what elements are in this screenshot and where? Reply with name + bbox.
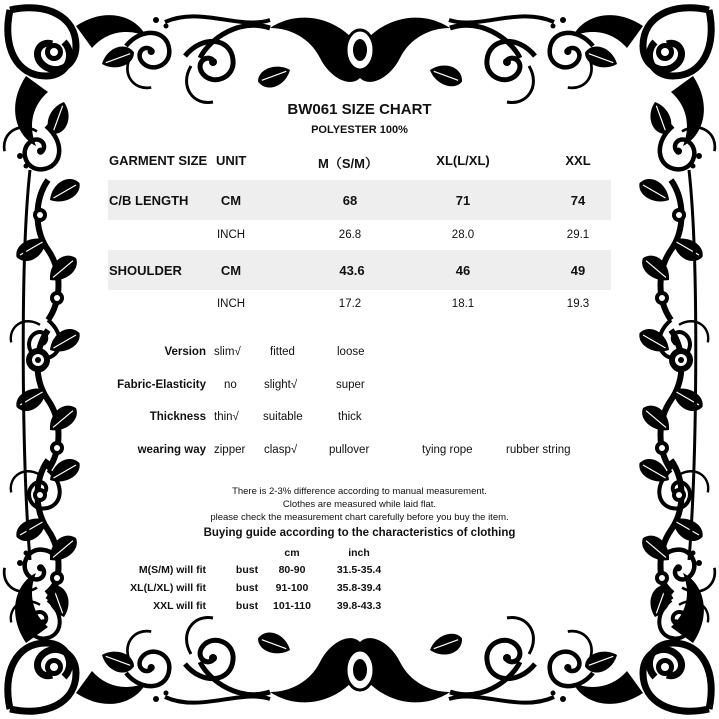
unit-cell: CM [220, 193, 242, 208]
header-garment-size: GARMENT SIZE [109, 153, 208, 168]
page-subtitle: POLYESTER 100% [311, 124, 408, 136]
attr-option: thin√ [214, 411, 239, 423]
guide-size-label: XL(L/XL) will fit [130, 582, 206, 594]
value-cell: 43.6 [339, 263, 365, 278]
guide-inch: 35.8-39.4 [336, 582, 382, 594]
guide-part: bust [235, 582, 259, 594]
buying-guide-title: Buying guide according to the characteristics of clothing [203, 527, 516, 539]
attr-option: slim√ [214, 346, 241, 358]
note-line: There is 2-3% difference according to manual measurement. [232, 486, 487, 497]
unit-cell: CM [220, 263, 242, 278]
attr-option: loose [337, 346, 365, 358]
header-unit: UNIT [216, 153, 247, 168]
guide-header-inch: inch [348, 547, 370, 559]
attr-option: slight√ [264, 379, 298, 391]
value-cell: 17.2 [338, 298, 362, 310]
guide-part: bust [235, 564, 259, 576]
header-size-xxl: XXL [565, 153, 591, 168]
attr-option: rubber string [506, 444, 571, 456]
guide-cm: 101-110 [273, 600, 311, 612]
row-label-cb-length: C/B LENGTH [109, 193, 189, 208]
row-label-shoulder: SHOULDER [109, 263, 182, 278]
note-line: please check the measurement chart carefully before you buy the item. [210, 512, 509, 523]
header-size-m: M（S/M） [318, 156, 378, 171]
attr-option: fitted [270, 346, 295, 358]
value-cell: 71 [455, 193, 471, 208]
attr-label-thickness: Thickness [149, 411, 206, 423]
header-size-xl: XL(L/XL) [436, 153, 490, 168]
guide-size-label: M(S/M) will fit [138, 564, 206, 576]
attr-option: no [224, 379, 237, 391]
value-cell: 28.0 [451, 229, 475, 241]
page-title: BW061 SIZE CHART [287, 101, 432, 118]
unit-cell: INCH [216, 298, 246, 310]
guide-part: bust [235, 600, 259, 612]
value-cell: 49 [570, 263, 586, 278]
attr-option: zipper [214, 444, 246, 456]
attr-option: suitable [263, 411, 303, 423]
value-cell: 68 [342, 193, 358, 208]
attr-option: tying rope [422, 444, 473, 456]
value-cell: 26.8 [338, 229, 362, 241]
attr-option: super [336, 379, 365, 391]
attr-option: clasp√ [264, 444, 298, 456]
unit-cell: INCH [216, 229, 246, 241]
note-line: Clothes are measured while laid flat. [282, 499, 437, 510]
value-cell: 19.3 [566, 298, 590, 310]
guide-header-cm: cm [284, 547, 300, 559]
guide-inch: 31.5-35.4 [336, 564, 382, 576]
guide-cm: 80-90 [278, 564, 306, 576]
attr-label-version: Version [164, 346, 206, 358]
attr-label-elasticity: Fabric-Elasticity [117, 379, 206, 391]
guide-cm: 91-100 [275, 582, 309, 594]
value-cell: 74 [570, 193, 586, 208]
value-cell: 46 [455, 263, 471, 278]
attr-label-wearing-way: wearing way [137, 444, 206, 456]
attr-option: thick [338, 411, 362, 423]
value-cell: 29.1 [566, 229, 590, 241]
guide-inch: 39.8-43.3 [336, 600, 382, 612]
guide-size-label: XXL will fit [153, 600, 206, 612]
attr-option: pullover [329, 444, 370, 456]
value-cell: 18.1 [451, 298, 475, 310]
